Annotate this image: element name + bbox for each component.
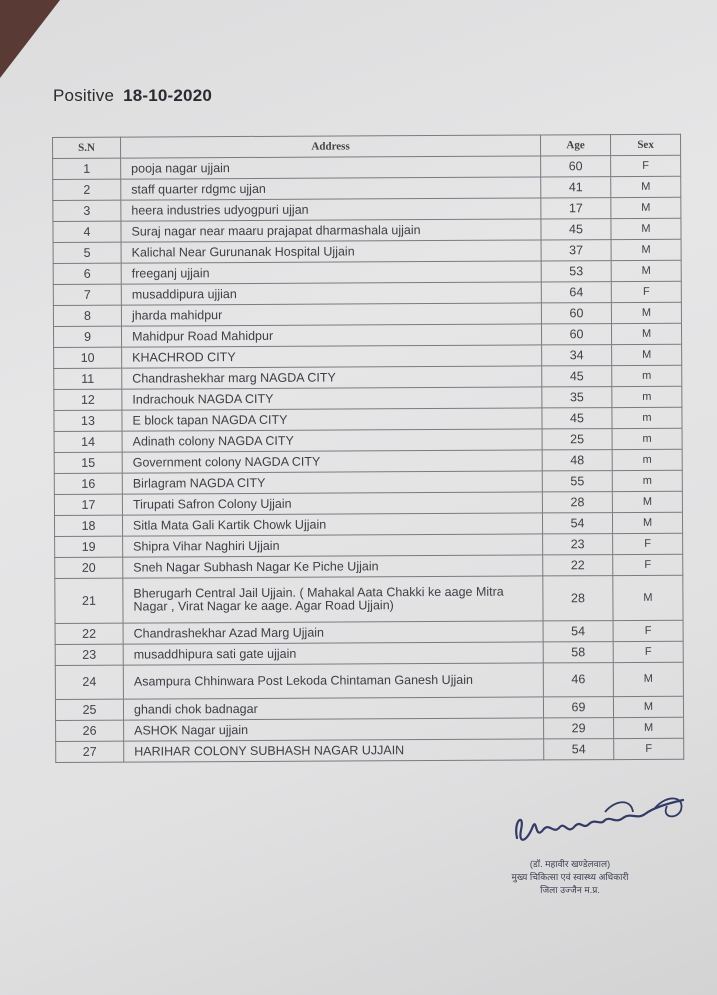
row-address: Tirupati Safron Colony Ujjain [122,492,542,515]
row-age: 69 [543,697,613,718]
title-label: Positive [53,86,115,105]
handwritten-signature [455,790,705,920]
row-address: jharda mahidpur [121,303,541,326]
row-sex: M [611,218,681,239]
row-age: 64 [541,282,611,303]
row-sex: M [613,575,683,620]
row-sn: 25 [55,699,123,720]
row-address: musaddhipura sati gate ujjain [123,642,543,665]
row-sn: 10 [54,347,122,368]
row-sn: 6 [53,263,121,284]
row-age: 54 [544,739,614,760]
row-sn: 18 [54,515,122,536]
col-header-sn: S.N [53,137,121,158]
row-age: 28 [543,576,613,621]
row-sn: 23 [55,644,123,665]
row-address: Indrachouk NAGDA CITY [122,387,542,410]
col-header-age: Age [540,135,610,156]
row-age: 60 [541,303,611,324]
row-sex: M [612,491,682,512]
row-address: Suraj nagar near maaru prajapat dharmashala ujjain [121,219,541,242]
row-sex: m [612,407,682,428]
positive-cases-table [52,134,684,763]
row-sn: 17 [54,494,122,515]
row-sn: 1 [53,158,121,179]
row-sn: 27 [56,741,124,762]
row-age: 35 [542,387,612,408]
row-address: Chandrashekhar Azad Marg Ujjain [123,621,543,644]
row-sex: M [611,176,681,197]
row-address: musaddipura ujjian [121,282,541,305]
col-header-address: Address [121,135,541,158]
row-sn: 11 [54,368,122,389]
row-address: heera industries udyogpuri ujjan [121,198,541,221]
row-sn: 26 [56,720,124,741]
row-sex: F [614,738,684,759]
row-sex: M [613,696,683,717]
table-row [55,662,683,699]
row-age: 45 [542,408,612,429]
row-sn: 7 [53,284,121,305]
row-address: Adinath colony NAGDA CITY [122,429,542,452]
row-age: 55 [542,471,612,492]
row-sex: M [612,344,682,365]
row-address: staff quarter rdgmc ujjan [121,177,541,200]
row-age: 37 [541,240,611,261]
row-sex: F [611,281,681,302]
row-sn: 8 [53,305,121,326]
row-sex: m [612,449,682,470]
row-sn: 3 [53,200,121,221]
row-sn: 13 [54,410,122,431]
row-sex: m [612,365,682,386]
row-sex: M [611,260,681,281]
row-age: 23 [543,534,613,555]
row-age: 46 [543,663,613,697]
page-title [53,86,212,106]
row-address: pooja nagar ujjain [121,156,541,179]
row-sex: F [611,155,681,176]
table-row [56,738,684,762]
row-sex: M [614,717,684,738]
row-age: 45 [541,219,611,240]
row-sn: 14 [54,431,122,452]
row-sn: 2 [53,179,121,200]
stamp-district: जिला उज्जैन म.प्र. [540,885,600,895]
table-body [53,155,684,762]
row-age: 48 [542,450,612,471]
row-age: 45 [542,366,612,387]
row-sex: M [611,302,681,323]
row-address: Birlagram NAGDA CITY [122,471,542,494]
row-sn: 15 [54,452,122,473]
row-sn: 21 [55,578,123,623]
row-sex: M [611,323,681,344]
title-date: 18-10-2020 [123,86,213,105]
row-age: 54 [542,513,612,534]
row-age: 17 [541,198,611,219]
row-sex: M [613,662,683,696]
row-age: 28 [542,492,612,513]
row-sex: M [612,512,682,533]
row-age: 53 [541,261,611,282]
row-sn: 4 [53,221,121,242]
row-address: E block tapan NAGDA CITY [122,408,542,431]
row-sn: 12 [54,389,122,410]
row-address: Shipra Vihar Naghiri Ujjain [123,534,543,557]
row-address: Bherugarh Central Jail Ujjain. ( Mahakal Aata Chakki ke aage Mitra Nagar , Virat Nagar ke aage. Agar Road Ujjain) [123,576,543,623]
row-age: 60 [541,324,611,345]
row-sex: F [613,554,683,575]
row-address: KHACHROD CITY [122,345,542,368]
col-header-sex: Sex [610,134,680,155]
stamp-name: (डॉ. महावीर खण्डेलवाल) [529,859,611,869]
row-address: Chandrashekhar marg NAGDA CITY [122,366,542,389]
background-corner [0,0,60,78]
table-row [55,575,683,623]
row-sn: 22 [55,623,123,644]
row-age: 41 [541,177,611,198]
row-address: Mahidpur Road Mahidpur [121,324,541,347]
row-address: HARIHAR COLONY SUBHASH NAGAR UJJAIN [124,739,544,762]
row-age: 25 [542,429,612,450]
row-sex: m [612,428,682,449]
row-sex: F [613,620,683,641]
row-sn: 19 [55,536,123,557]
row-address: Asampura Chhinwara Post Lekoda Chintaman Ganesh Ujjain [123,663,543,699]
row-age: 29 [544,718,614,739]
row-age: 54 [543,621,613,642]
row-age: 22 [543,555,613,576]
row-sex: F [613,641,683,662]
row-address: freeganj ujjain [121,261,541,284]
row-address: ghandi chok badnagar [123,697,543,720]
row-sex: M [611,197,681,218]
row-sex: m [612,386,682,407]
row-age: 60 [541,156,611,177]
row-sex: M [611,239,681,260]
row-address: Government colony NAGDA CITY [122,450,542,473]
row-sn: 5 [53,242,121,263]
stamp-designation: मुख्य चिकित्सा एवं स्वास्थ्य अधिकारी [511,872,629,882]
row-age: 58 [543,642,613,663]
row-sn: 16 [54,473,122,494]
row-address: Sneh Nagar Subhash Nagar Ke Piche Ujjain [123,555,543,578]
row-sex: m [612,470,682,491]
official-stamp [500,858,640,897]
row-sn: 9 [53,326,121,347]
row-address: Kalichal Near Gurunanak Hospital Ujjain [121,240,541,263]
row-sn: 20 [55,557,123,578]
row-address: ASHOK Nagar ujjain [124,718,544,741]
row-sex: F [613,533,683,554]
row-address: Sitla Mata Gali Kartik Chowk Ujjain [122,513,542,536]
row-age: 34 [542,345,612,366]
row-sn: 24 [55,665,123,699]
